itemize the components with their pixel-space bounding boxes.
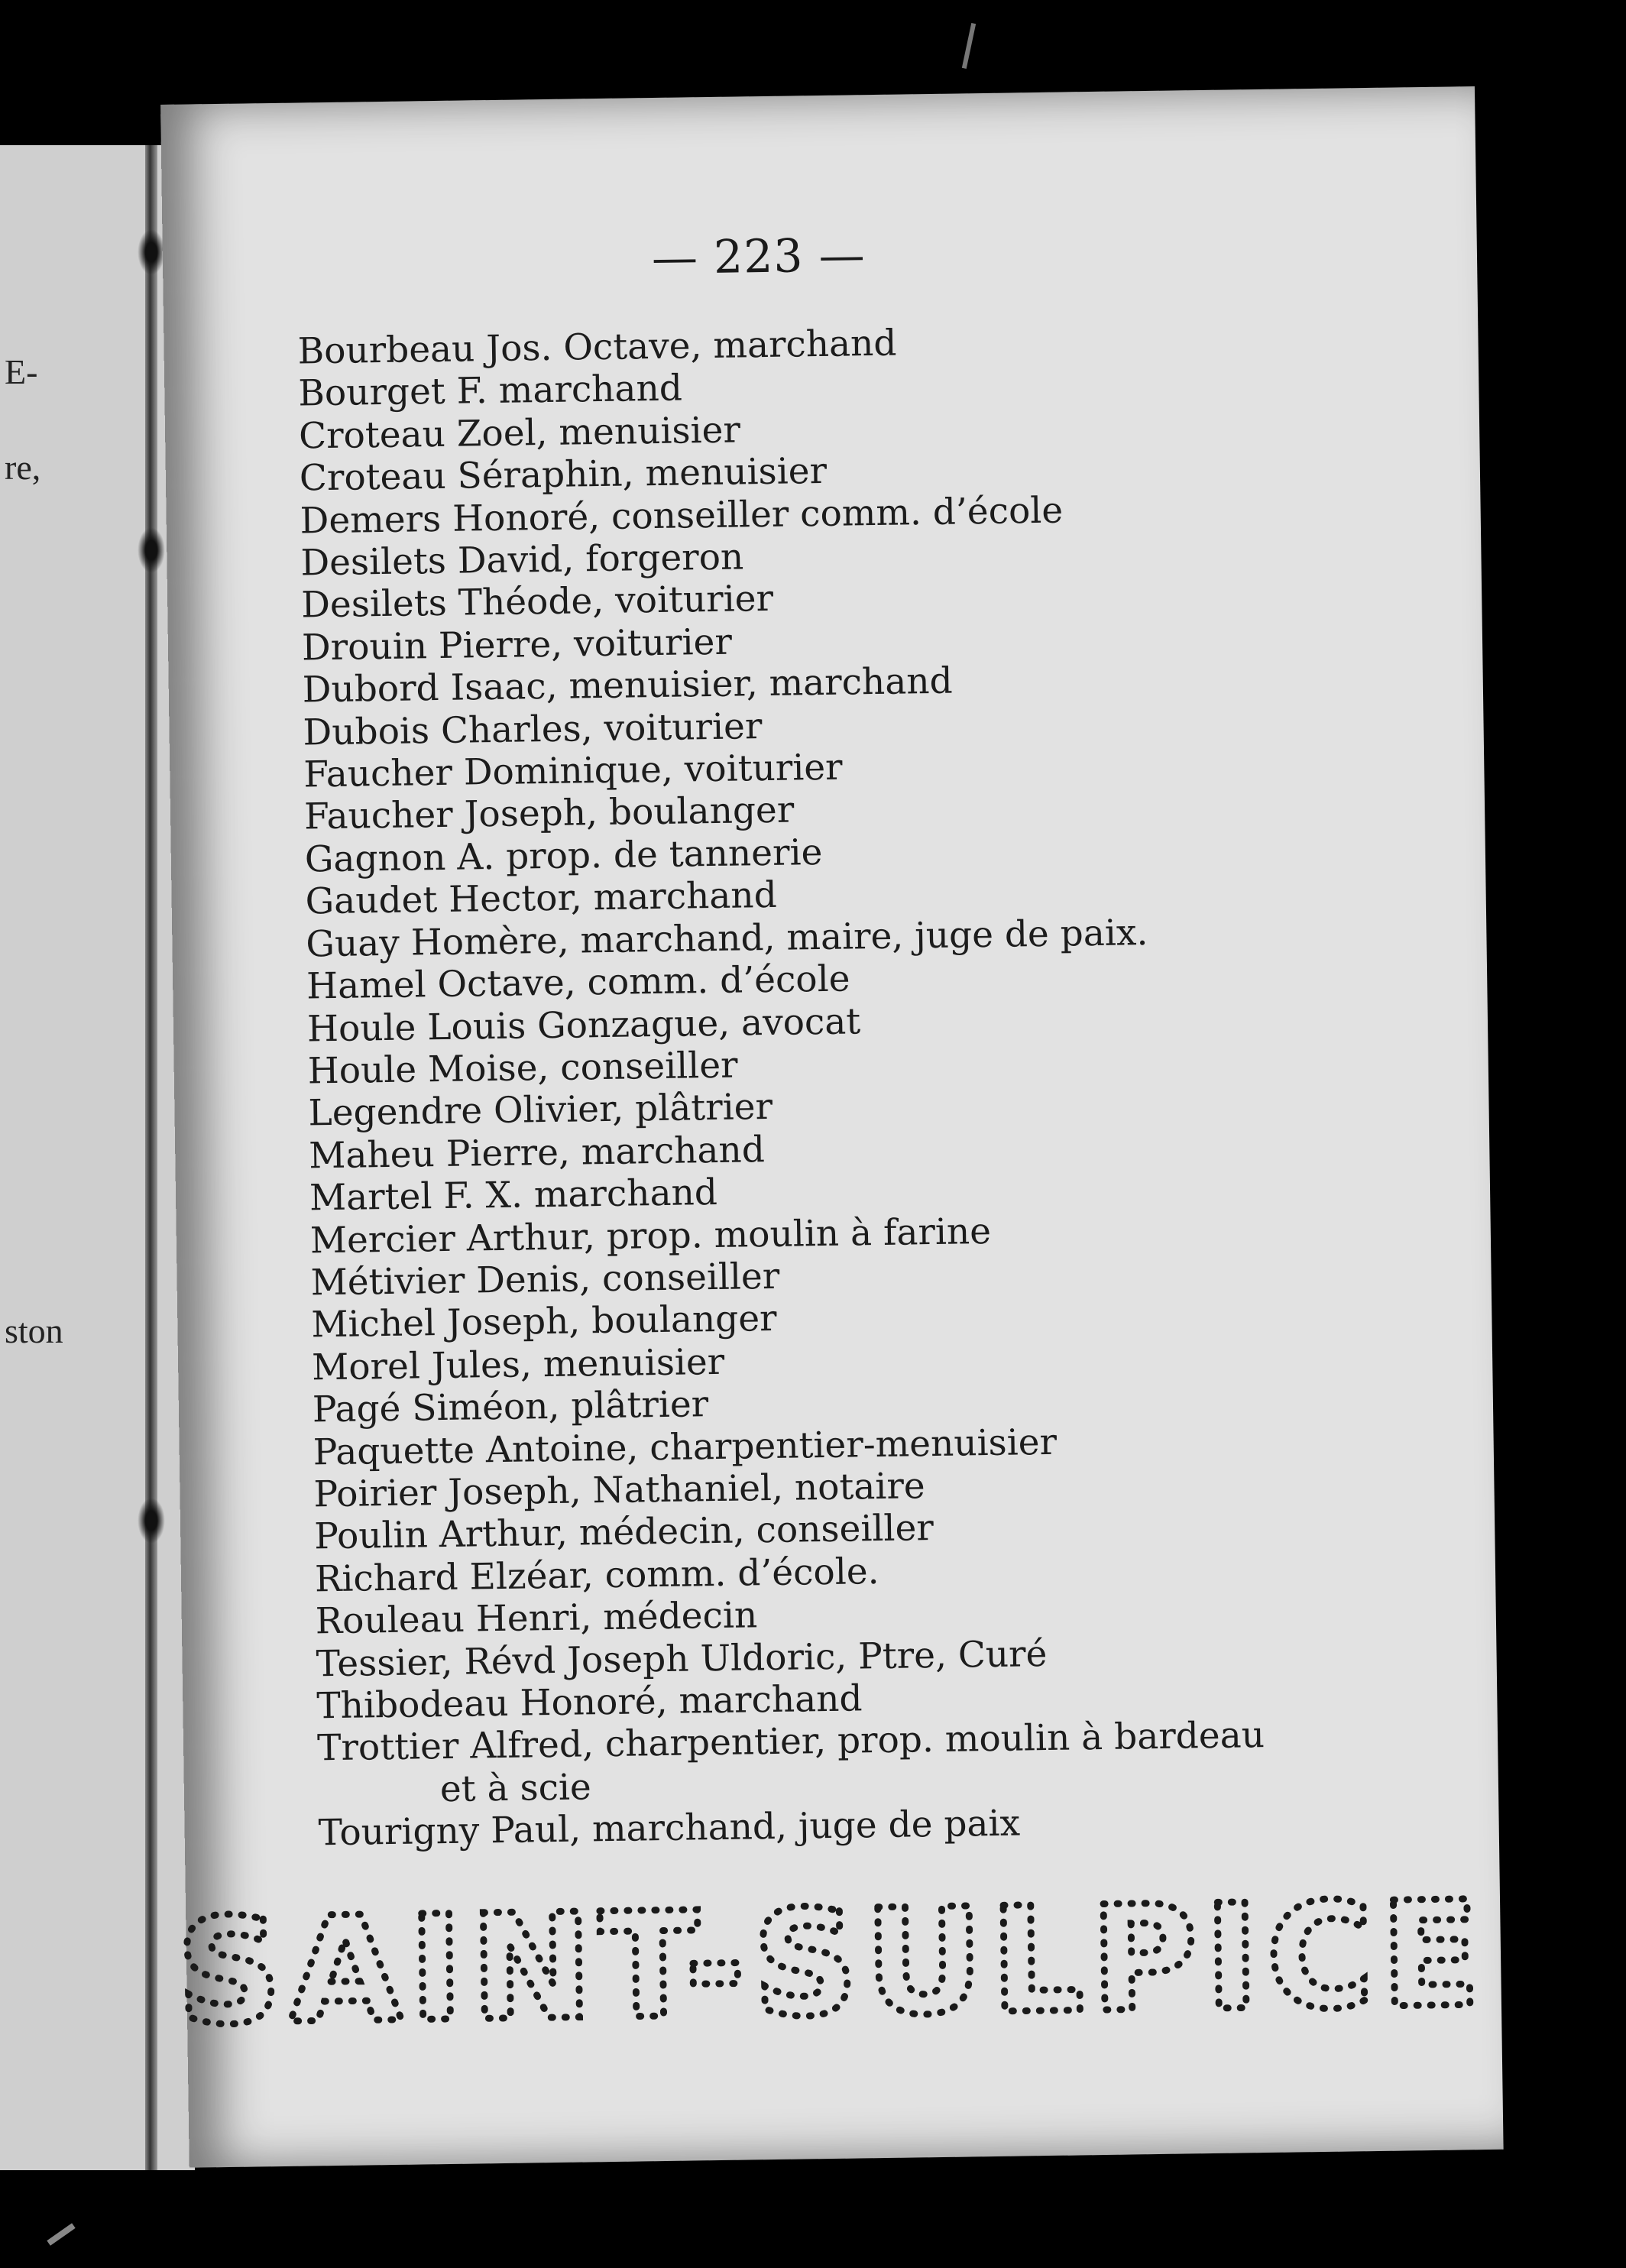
list-item: Drouin Pierre, voiturier xyxy=(301,620,733,669)
page-number: — 223 — xyxy=(651,228,866,286)
list-item: Croteau Séraphin, menuisier xyxy=(299,450,828,500)
list-item: Houle Moise, conseiller xyxy=(307,1044,738,1093)
list-item: Thibodeau Honoré, marchand xyxy=(316,1677,863,1728)
book-spine xyxy=(145,145,157,2170)
left-page-fragment: ston xyxy=(5,1311,63,1350)
list-item: Pagé Siméon, plâtrier xyxy=(312,1383,709,1431)
list-item: Tessier, Révd Joseph Uldoric, Ptre, Curé xyxy=(316,1632,1048,1685)
list-item: Bourbeau Jos. Octave, marchand xyxy=(297,322,897,373)
list-item: Bourget F. marchand xyxy=(298,367,683,415)
list-item: Mercier Arthur, prop. moulin à farine xyxy=(309,1210,992,1262)
list-item: Poirier Joseph, Nathaniel, notaire xyxy=(313,1465,926,1516)
list-item: Hamel Octave, comm. d’école xyxy=(306,957,850,1008)
list-item: Morel Jules, menuisier xyxy=(311,1340,725,1389)
list-item: Gagnon A. prop. de tannerie xyxy=(304,831,823,881)
list-item: Croteau Zoel, menuisier xyxy=(298,409,741,458)
scan-artifact xyxy=(962,23,976,69)
list-item: Guay Homère, marchand, maire, juge de paix. xyxy=(306,911,1148,966)
list-item: Faucher Dominique, voiturier xyxy=(303,746,843,796)
list-item: Trottier Alfred, charpentier, prop. moulin à bardeau xyxy=(316,1714,1265,1770)
list-item-continuation: et à scie xyxy=(439,1766,592,1810)
list-item: Métivier Denis, conseiller xyxy=(310,1255,780,1304)
left-page-fragment: E- xyxy=(5,352,38,391)
directory-list xyxy=(297,315,1465,1855)
list-item: Demers Honoré, conseiller comm. d’école xyxy=(300,489,1064,543)
list-item: Houle Louis Gonzague, avocat xyxy=(306,1000,861,1050)
list-item: Richard Elzéar, comm. d’école. xyxy=(314,1550,879,1601)
list-item: Paquette Antoine, charpentier-menuisier xyxy=(313,1421,1058,1473)
binding-stitch xyxy=(138,527,165,573)
list-item: Rouleau Henri, médecin xyxy=(315,1594,758,1643)
list-item: Dubois Charles, voiturier xyxy=(303,705,763,754)
list-item: Legendre Olivier, plâtrier xyxy=(308,1086,773,1135)
binding-stitch xyxy=(138,229,165,275)
list-item: Desilets David, forgeron xyxy=(300,536,744,585)
scan-artifact xyxy=(47,2223,75,2245)
binding-stitch xyxy=(138,1498,165,1544)
list-item: Tourigny Paul, marchand, juge de paix xyxy=(318,1802,1021,1855)
list-item: Faucher Joseph, boulanger xyxy=(303,789,795,838)
stamp-text: SAINT-SULPICE xyxy=(175,1870,1489,2057)
list-item: Michel Joseph, boulanger xyxy=(311,1298,777,1346)
perforated-library-stamp xyxy=(175,1848,1489,2057)
list-item: Dubord Isaac, menuisier, marchand xyxy=(302,659,953,711)
list-item: Martel F. X. marchand xyxy=(309,1171,718,1220)
left-page-fragment: re, xyxy=(5,448,41,487)
list-item: Maheu Pierre, marchand xyxy=(308,1128,766,1178)
directory-page xyxy=(160,86,1504,2168)
list-item: Desilets Théode, voiturier xyxy=(300,578,774,627)
list-item: Poulin Arthur, médecin, conseiller xyxy=(313,1507,934,1558)
list-item: Gaudet Hector, marchand xyxy=(305,874,778,923)
